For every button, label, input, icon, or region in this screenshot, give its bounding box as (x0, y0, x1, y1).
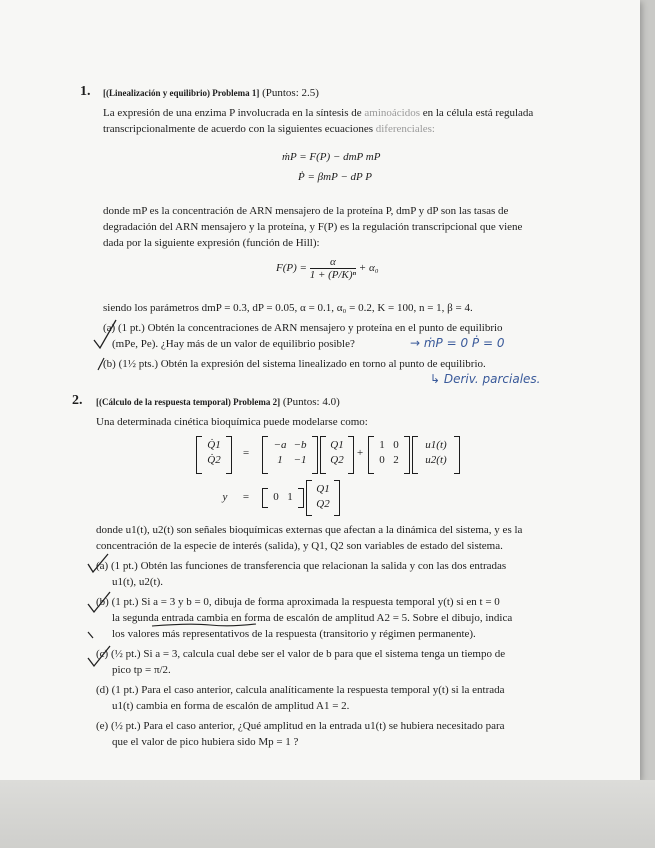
b22: 2 (393, 454, 399, 466)
problem-2-item-d-line-2: u1(t) cambia en forma de escalón de amplitud A1 = 2. (112, 700, 350, 712)
problem-2-item-c-line-1: (c) (½ pt.) Si a = 3, calcula cual debe ser el valor de b para que el sistema tenga un tiempo de (96, 648, 506, 660)
problem-1-item-b: (b) (1½ pts.) Obtén la expresión del sistema linealizado en torno al punto de equilibrio. (103, 358, 486, 370)
bracket (226, 436, 232, 474)
bracket (298, 488, 304, 508)
intro-text: en la célula está regulada (422, 107, 534, 119)
problem-2-title: [(Cálculo de la respuesta temporal) Problema 2] (96, 397, 281, 407)
hill-offset: + α₀ (358, 262, 379, 275)
problem-1-title: [(Linealización y equilibrio) Problema 1] (103, 88, 260, 98)
a12: −b (293, 439, 307, 451)
problem-2-number: 2. (72, 393, 83, 408)
problem-1-header (103, 85, 319, 101)
page-background (0, 780, 655, 848)
hill-denominator: 1 + (P/K)ⁿ (309, 269, 357, 281)
u1: u1(t) (425, 439, 447, 451)
problem-2-desc-line-1: donde u1(t), u2(t) son señales bioquímicas externas que afectan a la dinámica del sistema, y es la (96, 524, 523, 536)
problem-1-desc-line-3: dada por la siguiente expresión (función de Hill): (103, 237, 320, 249)
q2: Q2 (330, 454, 344, 466)
problem-2-item-c-line-2: pico tp = π/2. (112, 664, 171, 676)
parameters-line: siendo los parámetros dmP = 0.3, dP = 0.05, α = 0.1, α₀ = 0.2, K = 100, n = 1, β = 4. (103, 302, 473, 314)
b21: 0 (379, 454, 385, 466)
problem-2-header (96, 394, 340, 410)
q1: Q1 (316, 483, 330, 495)
problem-1-points: (Puntos: 2.5) (262, 87, 319, 99)
hill-fraction (310, 256, 356, 281)
problem-1-desc-line-1: donde mP es la concentración de ARN mensajero de la proteína P, dmP y dP son las tasas de (103, 205, 509, 217)
q2-dot: Q̇2 (207, 454, 221, 466)
problem-2-item-e-line-1: (e) (½ pt.) Para el caso anterior, ¿Qué amplitud en la entrada u1(t) se hubiera necesitado para (96, 720, 505, 732)
problem-1-desc-line-2: degradación del ARN mensajero y la proteína, y F(P) es la regulación transcripcional que viene (103, 221, 523, 233)
bracket (334, 480, 340, 516)
a21: 1 (277, 454, 283, 466)
equals-sign: = (242, 491, 250, 503)
hill-function (276, 256, 379, 281)
q2: Q2 (316, 498, 330, 510)
b12: 0 (393, 439, 399, 451)
problem-2-item-b-line-1: (b) (1 pt.) Si a = 3 y b = 0, dibuja de forma aproximada la respuesta temporal y(t) si en t = 0 (96, 596, 500, 608)
problem-2-item-d-line-1: (d) (1 pt.) Para el caso anterior, calcula analíticamente la respuesta temporal y(t) si la entrada (96, 684, 505, 696)
problem-1-intro-line-2 (103, 121, 435, 137)
check-mark-icon (90, 318, 120, 373)
intro-text: transcripcionalmente de acuerdo con la siguientes ecuaciones (103, 123, 373, 135)
c2: 1 (287, 491, 293, 503)
problem-2-intro: Una determinada cinética bioquímica puede modelarse como: (96, 416, 368, 428)
handwritten-partial-derivatives-note: ↳ Deriv. parciales. (430, 372, 541, 386)
state-equation (196, 436, 496, 476)
equals-sign: = (242, 447, 250, 459)
problem-2-desc-line-2: concentración de la especie de interés (salida), y Q1, Q2 son variables de estado del sistema. (96, 540, 503, 552)
problem-1-item-a-line-2: (mPe, Pe). ¿Hay más de un valor de equilibrio posible? (112, 338, 355, 350)
bracket (454, 436, 460, 474)
equation-mp-dot: ṁP = F(P) − dmP mP (282, 151, 381, 163)
check-mark-icon (84, 552, 124, 672)
handwritten-equilibrium-note: → ṁP = 0 Ṗ = 0 (410, 336, 505, 350)
hill-numerator: α (310, 256, 356, 269)
problem-1-item-a-line-1: (a) (1 pt.) Obtén la concentraciones de ARN mensajero y proteína en el punto de equilibrio (103, 322, 503, 334)
bracket (404, 436, 410, 474)
problem-2-item-a-line-2: u1(t), u2(t). (112, 576, 164, 588)
q1: Q1 (330, 439, 344, 451)
problem-2-item-e-line-2: que el valor de pico hubiera sido Mp = 1 ? (112, 736, 299, 748)
faded-text: aminoácidos (364, 107, 420, 119)
underline-mark (150, 621, 260, 629)
c1: 0 (273, 491, 279, 503)
equation-p-dot: Ṗ = βmP − dP P (298, 171, 372, 183)
output-equation (220, 480, 380, 516)
problem-2-item-b-line-3: los valores más representativos de la respuesta (transitorio y régimen permanente). (112, 628, 476, 640)
intro-text: La expresión de una enzima P involucrada en la síntesis de (103, 107, 362, 119)
problem-1-intro-line-1 (103, 105, 533, 121)
y-symbol: y (222, 491, 228, 503)
problem-2-item-a-line-1: (a) (1 pt.) Obtén las funciones de transferencia que relacionan la salida y con las dos entradas (96, 560, 507, 572)
plus-sign: + (356, 447, 364, 459)
faded-text: diferenciales: (375, 123, 435, 135)
problem-2-points: (Puntos: 4.0) (282, 396, 340, 408)
hill-lhs: F(P) = (276, 262, 307, 275)
b11: 1 (379, 439, 385, 451)
problem-1-number: 1. (80, 84, 91, 99)
a22: −1 (293, 454, 307, 466)
problem-2-item-b-line-2: la segunda entrada cambia en forma de escalón de amplitud A2 = 5. Sobre el dibujo, indica (112, 612, 513, 624)
q1-dot: Q̇1 (207, 439, 221, 451)
a11: −a (273, 439, 287, 451)
u2: u2(t) (425, 454, 447, 466)
bracket (312, 436, 318, 474)
